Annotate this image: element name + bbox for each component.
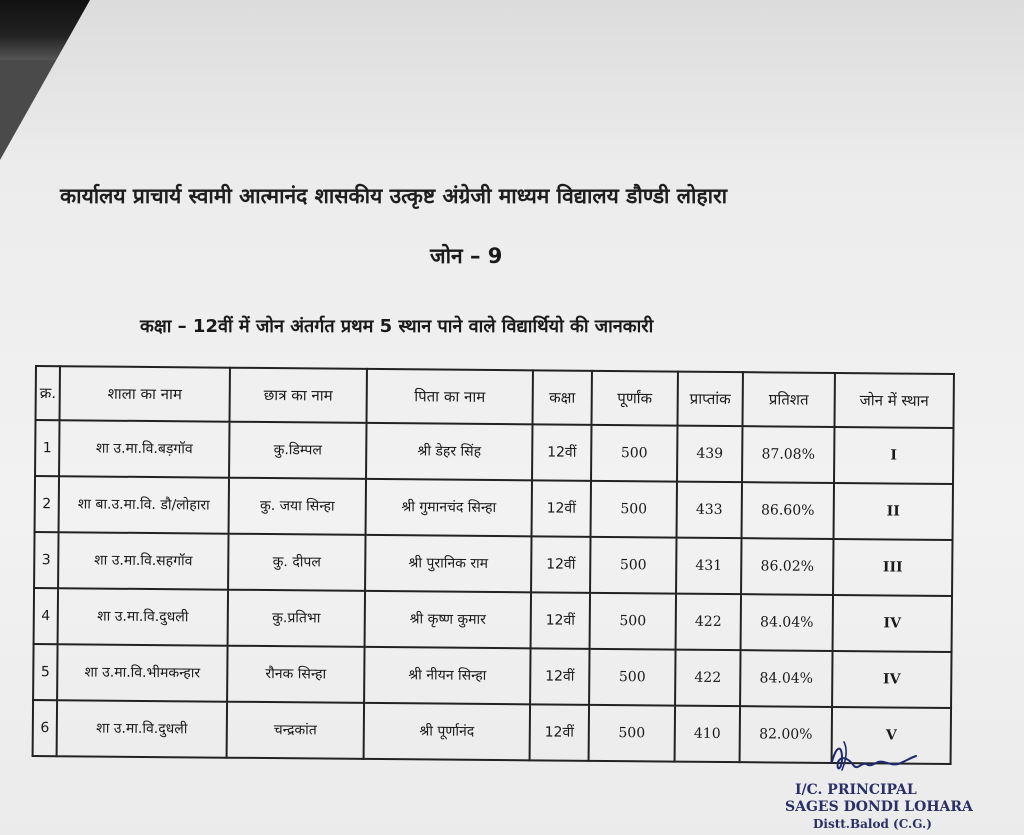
header-zone-rank: जोन में स्थान xyxy=(834,373,953,428)
row-max-marks: 500 xyxy=(590,537,676,594)
row-percent: 86.02% xyxy=(741,538,833,595)
table-header-row xyxy=(36,366,954,428)
row-father: श्री नीयन सिन्हा xyxy=(364,647,530,704)
row-max-marks: 500 xyxy=(589,649,675,706)
header-school: शाला का नाम xyxy=(60,366,230,421)
row-student: कु.डिम्पल xyxy=(229,422,366,479)
header-percent: प्रतिशत xyxy=(742,372,834,427)
row-obtained: 410 xyxy=(675,706,740,763)
row-zone-rank: IV xyxy=(832,651,951,708)
row-obtained: 439 xyxy=(677,426,742,483)
row-zone-rank: IV xyxy=(833,595,952,652)
row-sno: 1 xyxy=(35,420,59,476)
stamp-line-3: Distt.Balod (C.G.) xyxy=(813,817,932,831)
row-percent: 86.60% xyxy=(742,482,834,539)
table-row xyxy=(33,700,951,764)
row-student: चन्द्रकांत xyxy=(227,702,364,759)
row-zone-rank: II xyxy=(834,483,953,540)
table-row xyxy=(35,476,953,540)
row-school: शा उ.मा.वि.दुधली xyxy=(57,700,227,757)
row-school: शा उ.मा.वि.सहगॉव xyxy=(58,532,228,589)
row-obtained: 431 xyxy=(676,538,741,595)
row-student: कु. जया सिन्हा xyxy=(229,478,366,535)
header-father: पिता का नाम xyxy=(367,369,533,424)
row-max-marks: 500 xyxy=(591,481,677,538)
row-class: 12वीं xyxy=(530,648,589,705)
table-row xyxy=(33,644,951,708)
principal-signature xyxy=(828,740,918,780)
table-row xyxy=(34,588,952,652)
row-father: श्री गुमानचंद सिन्हा xyxy=(366,479,532,536)
row-max-marks: 500 xyxy=(591,425,677,482)
row-school: शा उ.मा.वि.बड़गॉव xyxy=(59,420,229,477)
row-student: कु. दीपल xyxy=(228,534,365,591)
stamp-line-2: SAGES DONDI LOHARA xyxy=(785,799,973,815)
row-max-marks: 500 xyxy=(589,705,675,762)
row-percent: 84.04% xyxy=(741,594,833,651)
results-table xyxy=(32,365,955,765)
row-zone-rank: III xyxy=(833,539,952,596)
row-school: शा बा.उ.मा.वि. डौ/लोहारा xyxy=(59,476,229,533)
row-class: 12वीं xyxy=(532,480,591,537)
table-row xyxy=(35,420,953,484)
row-obtained: 422 xyxy=(676,594,741,651)
row-student: कु.प्रतिभा xyxy=(228,590,365,647)
row-sno: 4 xyxy=(34,588,58,644)
row-class: 12वीं xyxy=(531,592,590,649)
row-school: शा उ.मा.वि.भीमकन्हार xyxy=(57,644,227,701)
row-father: श्री पूर्णानंद xyxy=(364,703,530,760)
row-percent: 84.04% xyxy=(740,650,832,707)
row-father: श्री डेहर सिंह xyxy=(366,423,532,480)
header-sno: क्र. xyxy=(36,366,60,420)
row-student: रौनक सिन्हा xyxy=(227,646,364,703)
report-subtitle: कक्षा – 12वीं में जोन अंतर्गत प्रथम 5 स्थान पाने वाले विद्यार्थियो की जानकारी xyxy=(140,316,654,337)
table-row xyxy=(34,532,952,596)
row-school: शा उ.मा.वि.दुधली xyxy=(58,588,228,645)
row-zone-rank: V xyxy=(832,707,951,764)
row-sno: 6 xyxy=(33,700,57,756)
header-obtained: प्राप्तांक xyxy=(677,372,742,427)
row-sno: 3 xyxy=(34,532,58,588)
stamp-line-1: I/C. PRINCIPAL xyxy=(795,782,917,798)
row-sno: 5 xyxy=(33,644,57,700)
row-obtained: 433 xyxy=(677,482,742,539)
row-zone-rank: I xyxy=(834,427,953,484)
row-percent: 87.08% xyxy=(742,426,834,483)
row-father: श्री कृष्ण कुमार xyxy=(365,591,531,648)
zone-heading: जोन – 9 xyxy=(430,244,503,268)
row-class: 12वीं xyxy=(531,536,590,593)
row-father: श्री पुरानिक राम xyxy=(365,535,531,592)
row-sno: 2 xyxy=(35,476,59,532)
row-class: 12वीं xyxy=(530,704,589,761)
principal-stamp xyxy=(785,782,985,833)
row-percent: 82.00% xyxy=(740,706,832,763)
header-class: कक्षा xyxy=(533,370,592,425)
office-title: कार्यालय प्राचार्य स्वामी आत्मानंद शासकीय उत्कृष्ट अंग्रेजी माध्यम विद्यालय डौण्डी लोहारा xyxy=(60,184,728,208)
header-student: छात्र का नाम xyxy=(230,368,367,423)
header-max-marks: पूर्णांक xyxy=(591,371,677,426)
row-obtained: 422 xyxy=(675,650,740,707)
row-class: 12वीं xyxy=(532,424,591,481)
row-max-marks: 500 xyxy=(590,593,676,650)
